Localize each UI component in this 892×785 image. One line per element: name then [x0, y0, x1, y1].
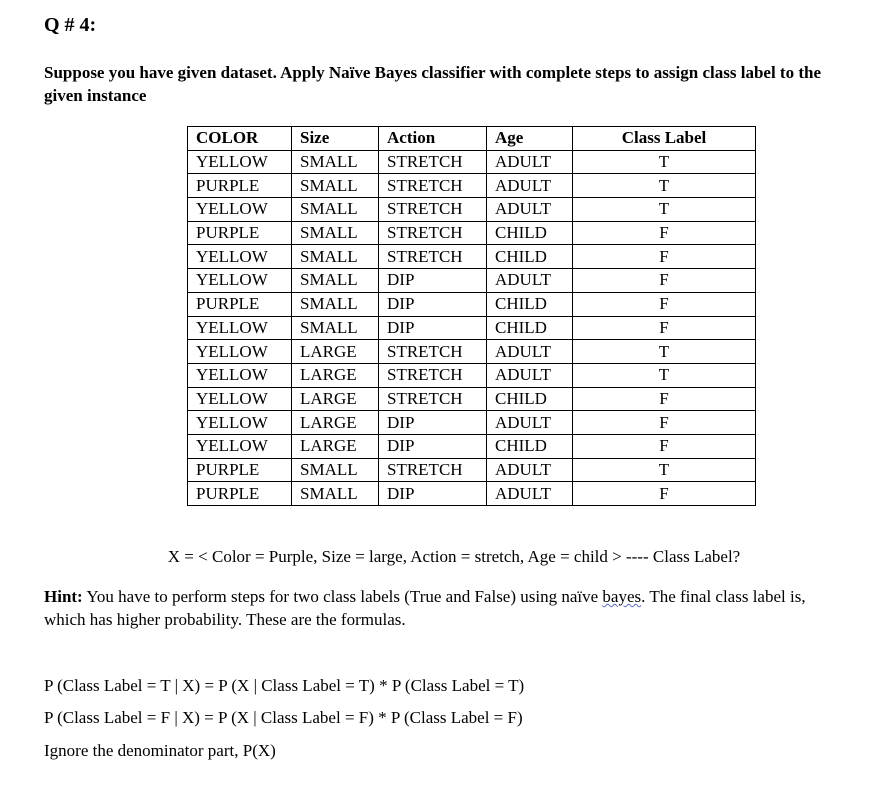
cell-age: ADULT	[487, 411, 573, 435]
cell-class-label: F	[573, 387, 756, 411]
table-row	[188, 340, 756, 364]
cell-action: DIP	[379, 482, 487, 506]
cell-color: YELLOW	[188, 245, 292, 269]
cell-color: YELLOW	[188, 387, 292, 411]
hint-label: Hint:	[44, 587, 83, 606]
question-text: Suppose you have given dataset. Apply Naïve Bayes classifier with complete steps to assign class label to the given instance	[44, 63, 821, 105]
cell-color: YELLOW	[188, 340, 292, 364]
cell-class-label: T	[573, 150, 756, 174]
cell-color: YELLOW	[188, 434, 292, 458]
cell-action: DIP	[379, 434, 487, 458]
cell-action: STRETCH	[379, 174, 487, 198]
cell-class-label: T	[573, 340, 756, 364]
cell-age: CHILD	[487, 292, 573, 316]
cell-size: LARGE	[292, 340, 379, 364]
cell-size: SMALL	[292, 316, 379, 340]
table-header	[188, 127, 756, 151]
cell-color: PURPLE	[188, 458, 292, 482]
table-row	[188, 150, 756, 174]
cell-class-label: T	[573, 363, 756, 387]
cell-color: PURPLE	[188, 482, 292, 506]
table-row	[188, 411, 756, 435]
table-row	[188, 434, 756, 458]
cell-size: LARGE	[292, 387, 379, 411]
cell-class-label: F	[573, 292, 756, 316]
cell-size: LARGE	[292, 363, 379, 387]
table-row	[188, 174, 756, 198]
denominator-note: Ignore the denominator part, P(X)	[44, 741, 276, 760]
cell-age: ADULT	[487, 174, 573, 198]
cell-age: CHILD	[487, 434, 573, 458]
column-header-color: COLOR	[188, 127, 292, 151]
table-row	[188, 482, 756, 506]
cell-size: SMALL	[292, 482, 379, 506]
cell-color: YELLOW	[188, 198, 292, 222]
cell-action: DIP	[379, 411, 487, 435]
cell-class-label: T	[573, 174, 756, 198]
cell-action: DIP	[379, 316, 487, 340]
cell-action: STRETCH	[379, 387, 487, 411]
cell-color: PURPLE	[188, 174, 292, 198]
cell-class-label: T	[573, 198, 756, 222]
cell-color: PURPLE	[188, 292, 292, 316]
formula-false: P (Class Label = F | X) = P (X | Class Label = F) * P (Class Label = F)	[44, 708, 523, 727]
cell-age: CHILD	[487, 221, 573, 245]
cell-action: STRETCH	[379, 198, 487, 222]
cell-size: SMALL	[292, 174, 379, 198]
cell-class-label: F	[573, 411, 756, 435]
cell-age: CHILD	[487, 387, 573, 411]
table-row	[188, 316, 756, 340]
header-row	[188, 127, 756, 151]
cell-class-label: F	[573, 269, 756, 293]
column-header-action: Action	[379, 127, 487, 151]
column-header-size: Size	[292, 127, 379, 151]
cell-class-label: F	[573, 482, 756, 506]
cell-age: ADULT	[487, 269, 573, 293]
cell-size: SMALL	[292, 292, 379, 316]
column-header-class-label: Class Label	[573, 127, 756, 151]
cell-color: YELLOW	[188, 411, 292, 435]
cell-action: DIP	[379, 292, 487, 316]
cell-class-label: F	[573, 316, 756, 340]
cell-color: YELLOW	[188, 269, 292, 293]
cell-color: YELLOW	[188, 150, 292, 174]
table-row	[188, 292, 756, 316]
cell-color: PURPLE	[188, 221, 292, 245]
hint-text-before: You have to perform steps for two class labels (True and False) using naïve	[82, 587, 603, 606]
cell-size: SMALL	[292, 269, 379, 293]
cell-action: STRETCH	[379, 150, 487, 174]
cell-age: ADULT	[487, 150, 573, 174]
cell-action: STRETCH	[379, 458, 487, 482]
column-header-age: Age	[487, 127, 573, 151]
spellcheck-word: bayes	[602, 587, 642, 606]
cell-class-label: T	[573, 458, 756, 482]
question-number: Q # 4:	[44, 14, 97, 36]
cell-size: SMALL	[292, 221, 379, 245]
cell-action: STRETCH	[379, 340, 487, 364]
cell-age: CHILD	[487, 316, 573, 340]
table-row	[188, 198, 756, 222]
table-row	[188, 363, 756, 387]
cell-action: STRETCH	[379, 363, 487, 387]
cell-age: ADULT	[487, 458, 573, 482]
cell-size: SMALL	[292, 198, 379, 222]
table-body	[188, 150, 756, 505]
table-row	[188, 221, 756, 245]
cell-age: ADULT	[487, 340, 573, 364]
cell-color: YELLOW	[188, 363, 292, 387]
cell-color: YELLOW	[188, 316, 292, 340]
cell-size: SMALL	[292, 150, 379, 174]
cell-size: LARGE	[292, 434, 379, 458]
table-row	[188, 387, 756, 411]
cell-age: CHILD	[487, 245, 573, 269]
table-row	[188, 269, 756, 293]
hint-paragraph	[44, 585, 834, 631]
table-row	[188, 458, 756, 482]
cell-size: SMALL	[292, 245, 379, 269]
dataset-table	[187, 126, 756, 506]
cell-size: LARGE	[292, 411, 379, 435]
cell-class-label: F	[573, 245, 756, 269]
cell-age: ADULT	[487, 198, 573, 222]
cell-size: SMALL	[292, 458, 379, 482]
cell-action: DIP	[379, 269, 487, 293]
hint-text-after: . The final class label is, which has higher probability. These are the formulas.	[44, 587, 806, 629]
cell-age: ADULT	[487, 363, 573, 387]
cell-action: STRETCH	[379, 221, 487, 245]
cell-class-label: F	[573, 221, 756, 245]
instance-query: X = < Color = Purple, Size = large, Action = stretch, Age = child > ---- Class Label?	[167, 547, 741, 566]
cell-class-label: F	[573, 434, 756, 458]
formula-true: P (Class Label = T | X) = P (X | Class Label = T) * P (Class Label = T)	[44, 676, 525, 695]
table-row	[188, 245, 756, 269]
cell-action: STRETCH	[379, 245, 487, 269]
cell-age: ADULT	[487, 482, 573, 506]
